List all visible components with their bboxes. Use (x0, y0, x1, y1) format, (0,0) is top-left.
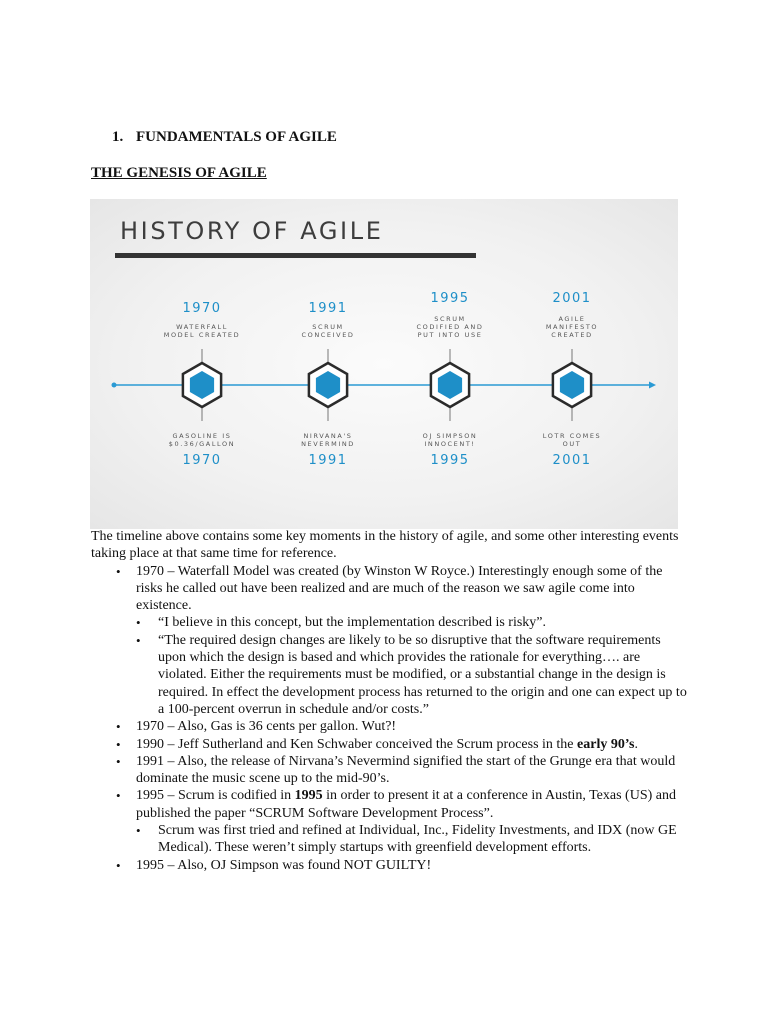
body-text (91, 528, 691, 874)
bullet-1995-scrum: 1995 – Scrum is codified in (136, 788, 295, 804)
timeline-bottom-year: 1970 (182, 453, 222, 468)
section-title: FUNDAMENTALS OF AGILE (136, 129, 337, 145)
list-item (91, 857, 691, 874)
royce-quote-1: “I believe in this concept, but the implementation described is risky”. (158, 615, 547, 631)
sub-bullet-list (136, 614, 691, 718)
timeline-bottom-year: 1991 (308, 453, 348, 468)
history-bullet-list (91, 563, 691, 874)
timeline-top-caption: AGILE MANIFESTO CREATED (545, 315, 599, 339)
timeline-bottom-caption: NIRVANA'S NEVERMIND (301, 432, 355, 448)
list-item (136, 632, 691, 718)
timeline-title: HISTORY OF AGILE (120, 217, 384, 245)
bullet-1990-emphasis: early 90’s (577, 736, 635, 752)
history-of-agile-timeline-image (90, 199, 678, 529)
timeline-top-year: 1991 (308, 301, 348, 316)
timeline-top-year: 1995 (430, 291, 470, 306)
intro-paragraph: The timeline above contains some key moments in the history of agile, and some other interesting events taking place at that same time for reference. (91, 529, 679, 562)
timeline-top-year: 2001 (552, 291, 592, 306)
bullet-1990-scrum: 1990 – Jeff Sutherland and Ken Schwaber conceived the Scrum process in the (136, 736, 578, 752)
timeline-bottom-caption: OJ SIMPSON INNOCENT! (422, 432, 478, 448)
bullet-1970-gas: 1970 – Also, Gas is 36 cents per gallon. Wut?! (136, 719, 397, 735)
list-item (91, 736, 691, 753)
bullet-1995-emphasis: 1995 (294, 788, 323, 804)
list-item (136, 822, 691, 857)
timeline-graphic (90, 199, 678, 529)
timeline-start-dot (112, 383, 117, 388)
timeline-top-year: 1970 (182, 301, 222, 316)
sub-bullet-list (136, 822, 691, 857)
timeline-top-caption: WATERFALL MODEL CREATED (163, 323, 241, 339)
bullet-1995-oj: 1995 – Also, OJ Simpson was found NOT GUILTY! (136, 857, 432, 873)
section-number: 1. (112, 129, 124, 145)
section-heading (112, 129, 337, 146)
list-item (91, 787, 691, 856)
list-item (91, 753, 691, 788)
bullet-1970-waterfall: 1970 – Waterfall Model was created (by Winston W Royce.) Interestingly enough some of the risks he called out have been realized and are much of the reason we saw agile come into existence. (136, 563, 663, 614)
timeline-bottom-year: 2001 (552, 453, 592, 468)
royce-quote-2: “The required design changes are likely to be so disruptive that the software requirements upon which the design is based and which provides the rationale for everything…. are violated. Either the requirements must be modified, or a substantial change in the design is required. In effect the development process has returned to the origin and one can expect up to a 100-percent overrun in schedule and/or costs.” (158, 632, 687, 717)
timeline-bottom-caption: GASOLINE IS $0.36/GALLON (168, 432, 236, 448)
list-item (91, 718, 691, 735)
bullet-1990-end: . (634, 736, 638, 752)
timeline-bottom-caption: LOTR COMES OUT (542, 432, 602, 448)
timeline-arrow-icon (649, 382, 656, 389)
bullet-1995-end: in order to present it at a conference in Austin, Texas (US) and published the paper “SCRUM Software Development Process”. (136, 788, 676, 821)
scrum-first-tried: Scrum was first tried and refined at Individual, Inc., Fidelity Investments, and IDX (now GE Medical). These weren’t simply startups with greenfield development efforts. (158, 823, 677, 856)
subsection-heading: THE GENESIS OF AGILE (91, 165, 267, 181)
list-item (91, 563, 691, 719)
timeline-top-caption: SCRUM CODIFIED AND PUT INTO USE (416, 315, 484, 339)
timeline-top-caption: SCRUM CONCEIVED (301, 323, 355, 339)
bullet-1991-nirvana: 1991 – Also, the release of Nirvana’s Nevermind signified the start of the Grunge era that would dominate the music scene up to the mid-90’s. (136, 753, 676, 787)
timeline-bottom-year: 1995 (430, 453, 470, 468)
list-item (136, 614, 691, 631)
